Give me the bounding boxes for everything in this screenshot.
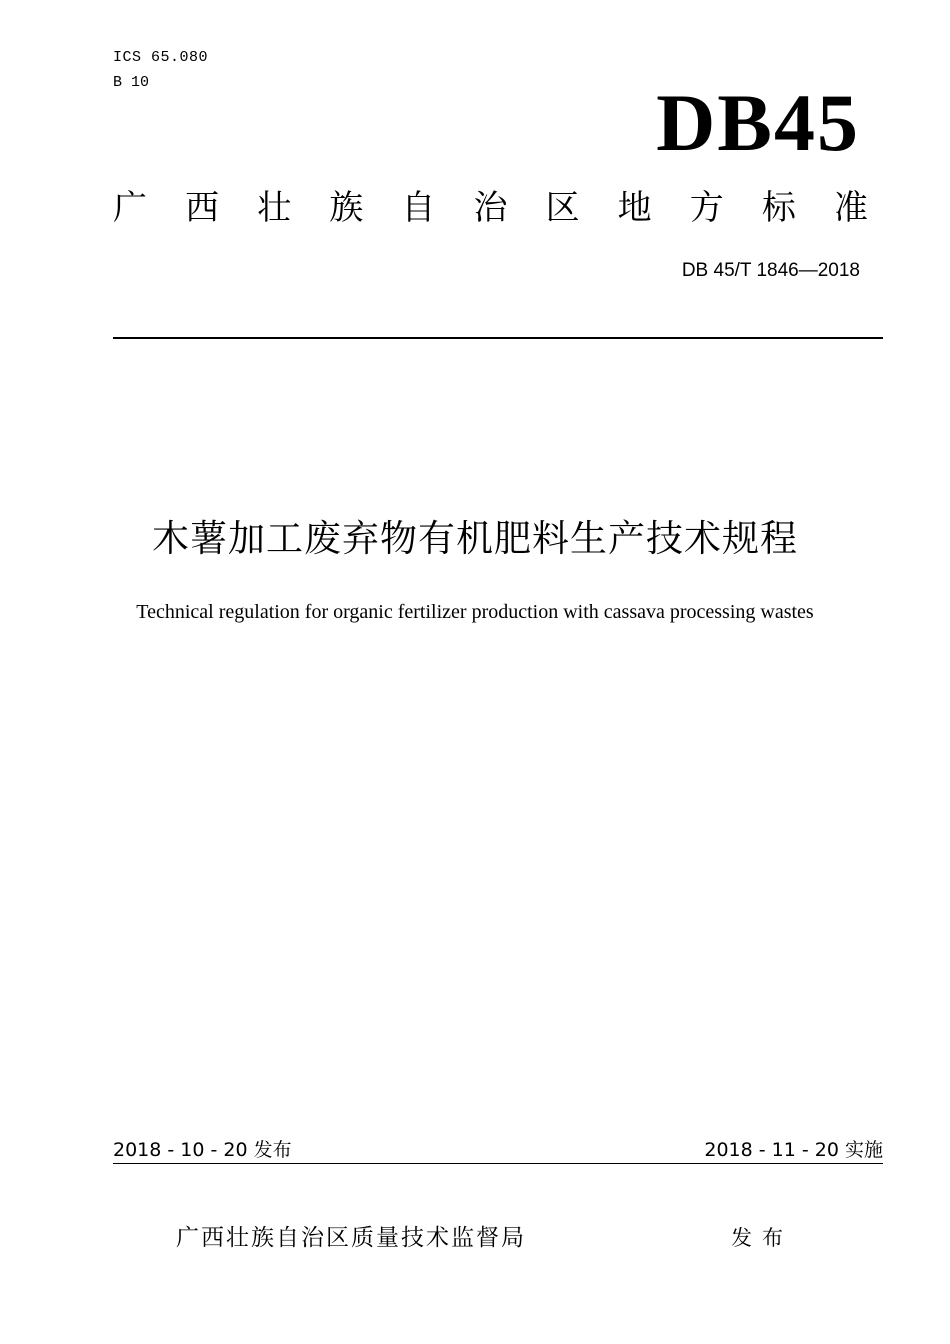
category-char: 壮 xyxy=(257,188,292,228)
standard-number: DB 45/T 1846—2018 xyxy=(681,260,860,281)
implementation-date: 2018 - 11 - 20 实施 xyxy=(704,1139,883,1161)
title-chinese: 木薯加工废弃物有机肥料生产技术规程 xyxy=(152,517,798,560)
category-char: 地 xyxy=(617,188,652,228)
category-char: 族 xyxy=(329,188,364,228)
top-divider xyxy=(113,337,883,339)
category-char: 治 xyxy=(473,188,508,228)
title-english: Technical regulation for organic fertilizer production with cassava processing wastes xyxy=(136,601,814,623)
standard-mark: DB45 xyxy=(656,77,860,168)
category-char: 方 xyxy=(689,188,724,228)
issue-date: 2018 - 10 - 20 发布 xyxy=(113,1139,292,1161)
category-char: 区 xyxy=(545,188,580,228)
issuer-name: 广西壮族自治区质量技术监督局 xyxy=(176,1225,526,1251)
category-char: 自 xyxy=(401,188,436,228)
category-char: 标 xyxy=(761,188,796,228)
bottom-divider xyxy=(113,1163,883,1164)
issuer-action: 发布 xyxy=(731,1226,793,1250)
category-char: 准 xyxy=(833,188,868,228)
ics-code: ICS 65.080 xyxy=(113,49,209,66)
standard-category xyxy=(113,186,868,230)
category-char: 西 xyxy=(185,188,220,228)
category-char: 广 xyxy=(113,188,147,228)
ccs-code: B 10 xyxy=(113,74,150,91)
